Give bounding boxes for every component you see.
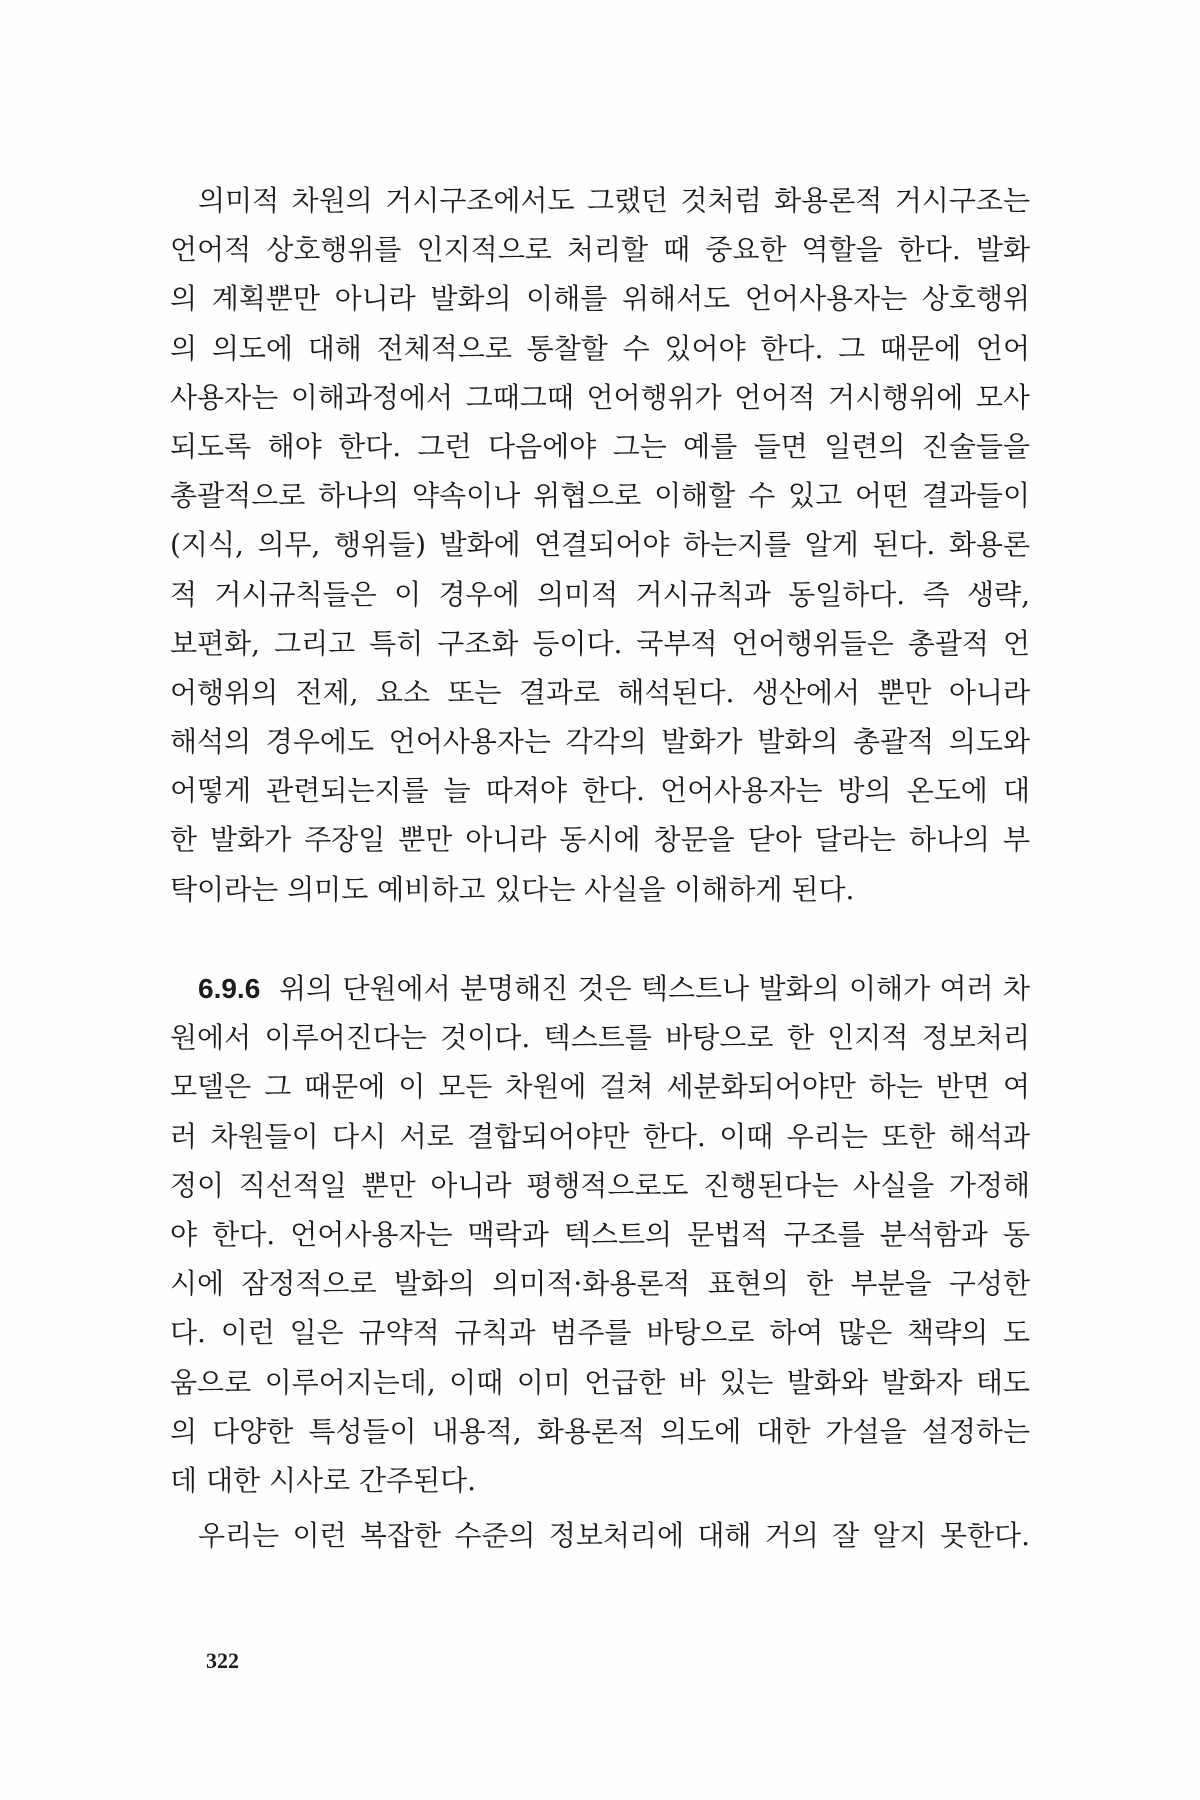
text-line: 다. 이런 일은 규약적 규칙과 범주를 바탕으로 하여 많은 책략의 도 — [170, 1316, 1030, 1350]
text-line: 한 발화가 주장일 뿐만 아니라 동시에 창문을 닫아 달라는 하나의 부 — [170, 823, 1030, 857]
text-line: 적 거시규칙들은 이 경우에 의미적 거시규칙과 동일하다. 즉 생략, — [170, 577, 1030, 611]
text-line: 러 차원들이 다시 서로 결합되어야만 한다. 이때 우리는 또한 해석과 — [170, 1119, 1030, 1153]
text-line: 야 한다. 언어사용자는 맥락과 텍스트의 문법적 구조를 분석함과 동 — [170, 1217, 1030, 1251]
paragraph-2 — [170, 964, 1030, 1505]
text-line: 데 대한 시사로 간주된다. — [170, 1463, 477, 1497]
text-line: 원에서 이루어진다는 것이다. 텍스트를 바탕으로 한 인지적 정보처리 — [170, 1021, 1030, 1055]
text-line: 시에 잠정적으로 발화의 의미적·화용론적 표현의 한 부분을 구성한 — [170, 1267, 1030, 1301]
text-span: 위의 단원에서 분명해진 것은 텍스트나 발화의 이해가 여러 차 — [278, 972, 1030, 1005]
text-line: 정이 직선적일 뿐만 아니라 평행적으로도 진행된다는 사실을 가정해 — [170, 1168, 1030, 1202]
paragraph-1 — [170, 176, 1030, 914]
text-line: 탁이라는 의미도 예비하고 있다는 사실을 이해하게 된다. — [170, 872, 855, 906]
text-line: 해석의 경우에도 언어사용자는 각각의 발화가 발화의 총괄적 의도와 — [170, 725, 1030, 759]
text-line: 언어적 상호행위를 인지적으로 처리할 때 중요한 역할을 한다. 발화 — [170, 233, 1030, 267]
text-line: 어행위의 전제, 요소 또는 결과로 해석된다. 생산에서 뿐만 아니라 — [170, 675, 1030, 709]
text-line: 보편화, 그리고 특히 구조화 등이다. 국부적 언어행위들은 총괄적 언 — [170, 626, 1030, 660]
text-line: 의 의도에 대해 전체적으로 통찰할 수 있어야 한다. 그 때문에 언어 — [170, 331, 1030, 365]
text-line: 어떻게 관련되는지를 늘 따져야 한다. 언어사용자는 방의 온도에 대 — [170, 774, 1030, 808]
text-line-with-section — [170, 964, 1030, 1013]
text-line: 의 다양한 특성들이 내용적, 화용론적 의도에 대한 가설을 설정하는 — [170, 1414, 1030, 1448]
text-line: (지식, 의무, 행위들) 발화에 연결되어야 하는지를 알게 된다. 화용론 — [170, 528, 1030, 562]
text-line: 모델은 그 때문에 이 모든 차원에 걸쳐 세분화되어야만 하는 반면 여 — [170, 1070, 1030, 1104]
section-number: 6.9.6 — [198, 973, 261, 1004]
text-line: 총괄적으로 하나의 약속이나 위협으로 이해할 수 있고 어떤 결과들이 — [170, 479, 1030, 513]
page-number: 322 — [206, 1648, 239, 1673]
paragraph-3 — [170, 1511, 1030, 1560]
text-line: 사용자는 이해과정에서 그때그때 언어행위가 언어적 거시행위에 모사 — [170, 380, 1030, 414]
text-line: 의미적 차원의 거시구조에서도 그랬던 것처럼 화용론적 거시구조는 — [198, 184, 1030, 217]
text-line: 움으로 이루어지는데, 이때 이미 언급한 바 있는 발화와 발화자 태도 — [170, 1365, 1030, 1399]
text-line: 되도록 해야 한다. 그런 다음에야 그는 예를 들면 일련의 진술들을 — [170, 429, 1030, 463]
text-line: 우리는 이런 복잡한 수준의 정보처리에 대해 거의 잘 알지 못한다. — [198, 1519, 1030, 1552]
text-line: 의 계획뿐만 아니라 발화의 이해를 위해서도 언어사용자는 상호행위 — [170, 282, 1030, 316]
